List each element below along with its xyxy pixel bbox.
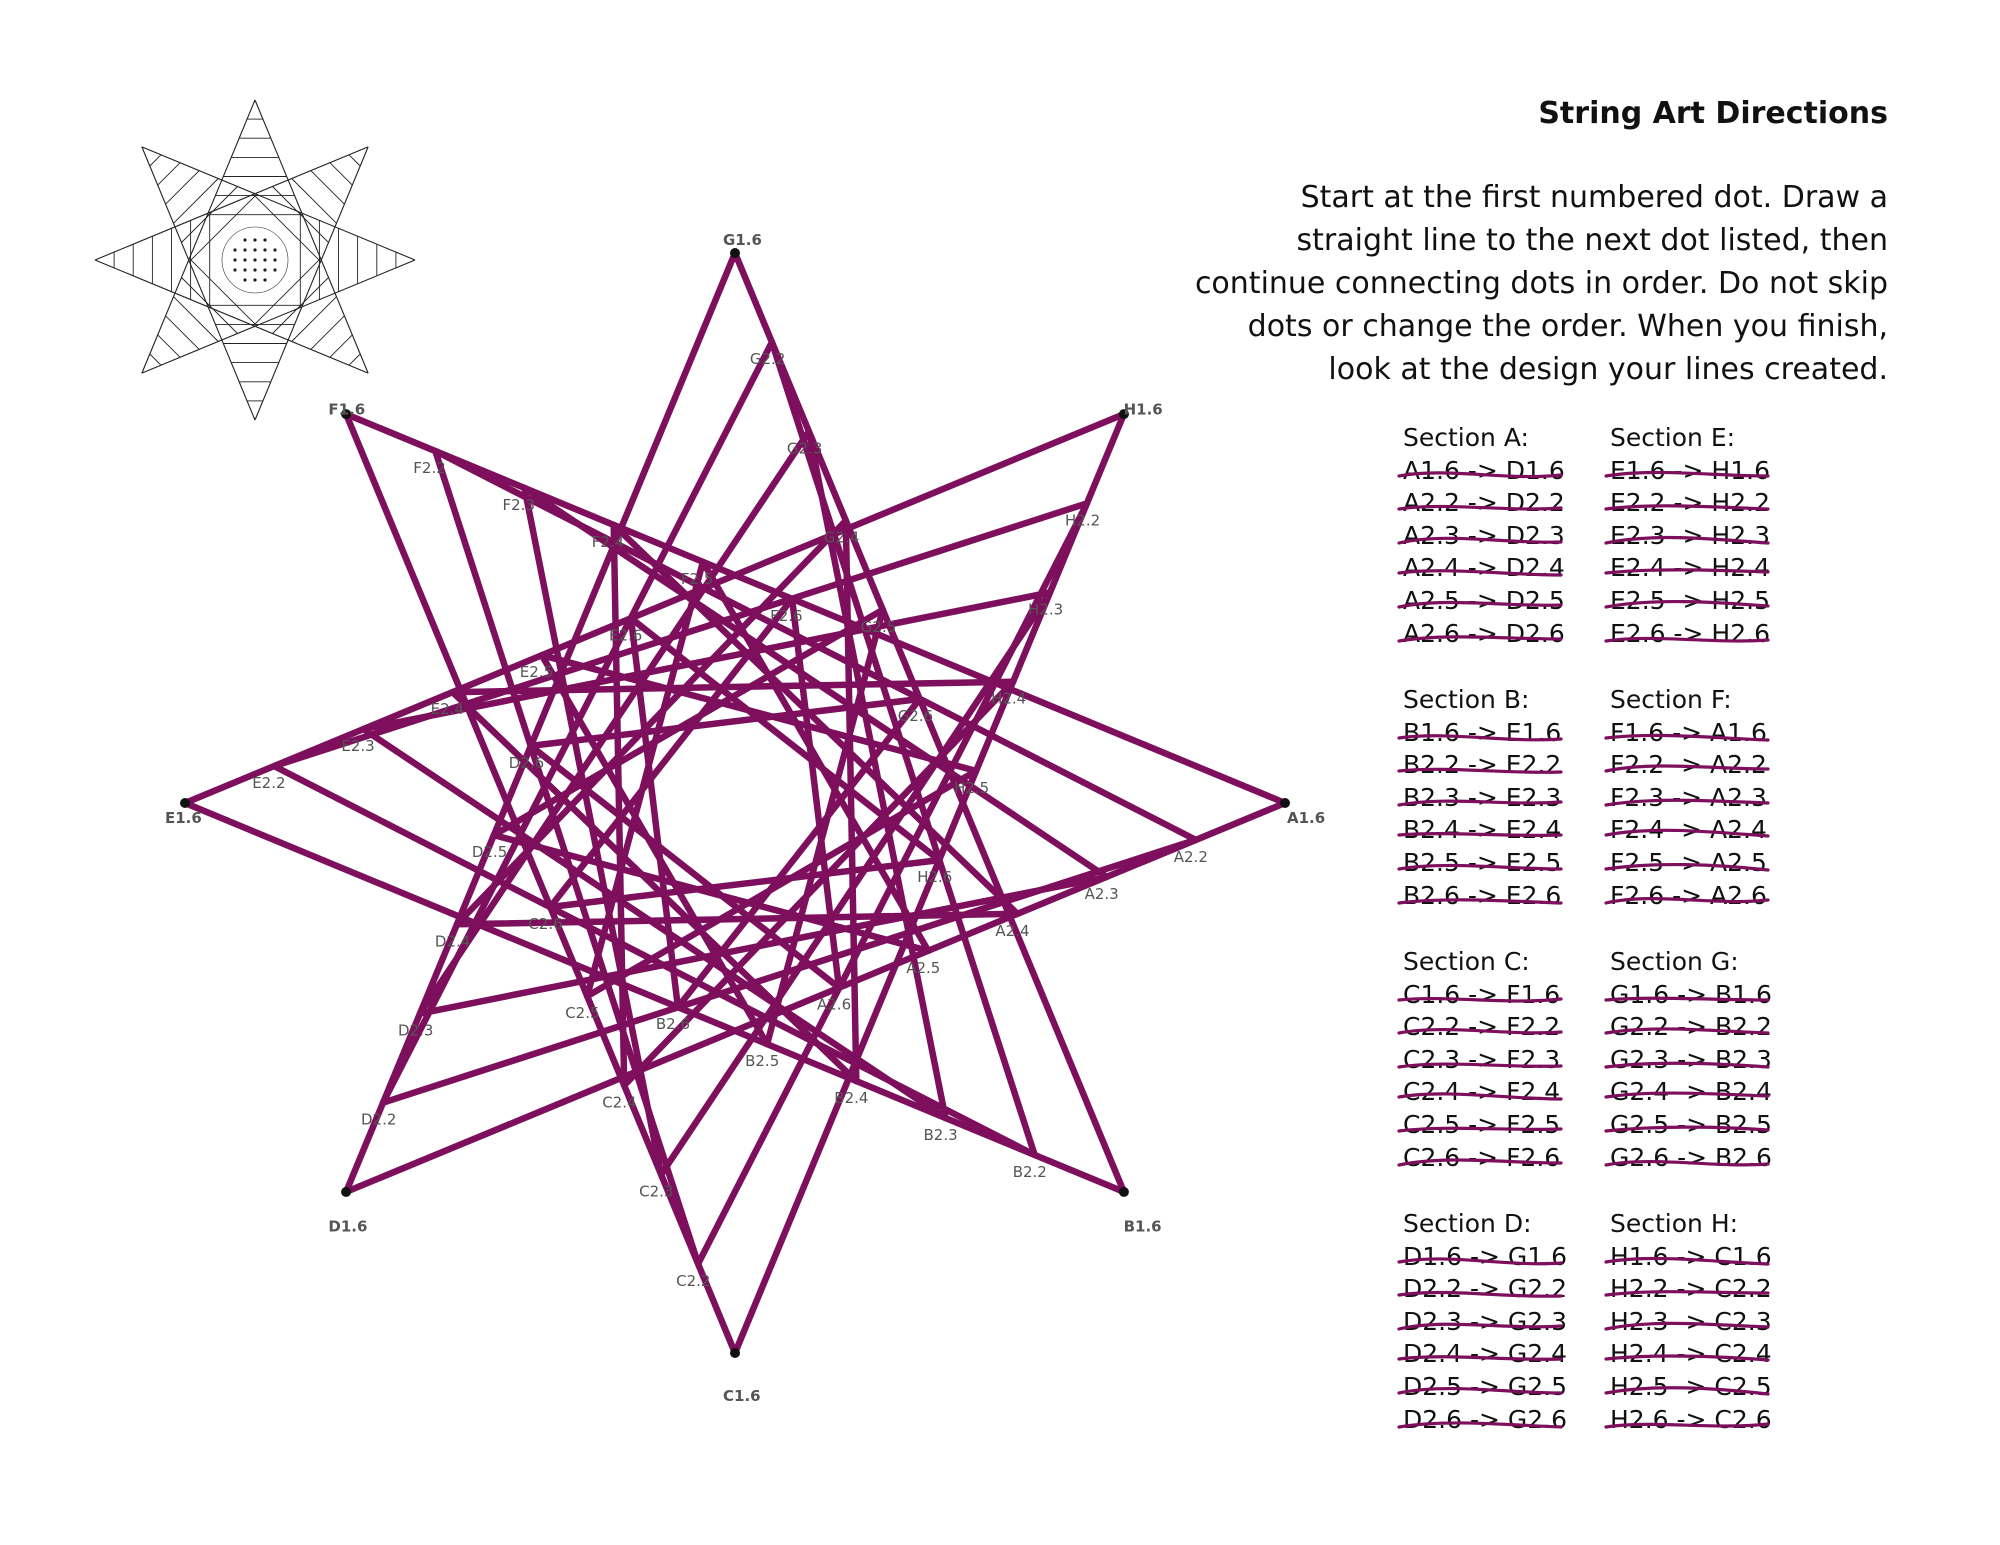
direction-text: C2.3 -> F2.3 bbox=[1403, 1044, 1561, 1074]
inner-dot-label: G2.4 bbox=[823, 528, 860, 547]
direction-line bbox=[1403, 618, 1603, 651]
instructions-line: straight line to the next dot listed, then bbox=[1296, 223, 1888, 258]
direction-line bbox=[1610, 552, 1810, 585]
thumbnail-line bbox=[158, 163, 180, 185]
outer-dot-label: C1.6 bbox=[723, 1387, 761, 1405]
direction-line bbox=[1403, 717, 1603, 750]
inner-dot-label: H2.5 bbox=[954, 778, 990, 797]
direction-line bbox=[1403, 1404, 1603, 1437]
direction-line bbox=[1403, 520, 1603, 553]
thumbnail-dot bbox=[263, 248, 266, 251]
outer-dot-label: E1.6 bbox=[165, 809, 202, 827]
direction-line bbox=[1610, 1044, 1810, 1077]
inner-dot-label: E2.2 bbox=[252, 774, 286, 793]
thumbnail-dot bbox=[263, 238, 266, 241]
inner-dot-label: D2.5 bbox=[471, 843, 508, 862]
direction-text: F2.3 -> A2.3 bbox=[1610, 782, 1767, 812]
direction-line bbox=[1403, 880, 1603, 913]
thumbnail-dot bbox=[243, 248, 246, 251]
inner-dot-label: B2.6 bbox=[655, 1015, 691, 1034]
thumbnail-line bbox=[174, 179, 219, 224]
direction-text: G2.6 -> B2.6 bbox=[1610, 1142, 1772, 1172]
direction-text: C2.6 -> F2.6 bbox=[1403, 1142, 1561, 1172]
direction-text: E1.6 -> H1.6 bbox=[1610, 455, 1770, 485]
direction-line bbox=[1610, 880, 1810, 913]
section-block bbox=[1610, 1208, 1810, 1436]
thumbnail-dot bbox=[243, 258, 246, 261]
thumbnail-dot bbox=[273, 248, 276, 251]
direction-text: C2.5 -> F2.5 bbox=[1403, 1109, 1561, 1139]
section-block bbox=[1403, 946, 1603, 1174]
direction-text: D1.6 -> G1.6 bbox=[1403, 1241, 1568, 1271]
direction-line bbox=[1403, 1076, 1603, 1109]
direction-text: H2.6 -> C2.6 bbox=[1610, 1404, 1772, 1434]
thumbnail-dot bbox=[263, 258, 266, 261]
direction-line bbox=[1610, 814, 1810, 847]
inner-dot-label: B2.3 bbox=[923, 1126, 958, 1144]
direction-line bbox=[1610, 1142, 1810, 1175]
inner-dot-label: D2.4 bbox=[434, 932, 471, 951]
direction-text: F2.5 -> A2.5 bbox=[1610, 847, 1767, 877]
inner-dot-label: A2.5 bbox=[906, 958, 941, 977]
direction-text: A2.6 -> D2.6 bbox=[1403, 618, 1565, 648]
outer-dot-label: G1.6 bbox=[723, 231, 762, 249]
section-title: Section H: bbox=[1610, 1209, 1739, 1238]
instructions-line: Start at the first numbered dot. Draw a bbox=[1300, 180, 1888, 215]
direction-text: G2.2 -> B2.2 bbox=[1610, 1012, 1772, 1042]
direction-line bbox=[1610, 487, 1810, 520]
instructions-line: look at the design your lines created. bbox=[1328, 352, 1888, 387]
direction-line bbox=[1610, 749, 1810, 782]
direction-line bbox=[1403, 1109, 1603, 1142]
string-line bbox=[678, 699, 920, 1007]
inner-dot-label: F2.6 bbox=[770, 606, 803, 625]
direction-text: H2.2 -> C2.2 bbox=[1610, 1274, 1772, 1304]
direction-line bbox=[1403, 847, 1603, 880]
inner-dot-label: A2.3 bbox=[1084, 884, 1119, 903]
outer-dot-label: D1.6 bbox=[328, 1217, 368, 1236]
direction-text: F1.6 -> A1.6 bbox=[1610, 717, 1767, 747]
instructions-line: continue connecting dots in order. Do not skip bbox=[1194, 266, 1888, 301]
direction-text: B2.4 -> E2.4 bbox=[1403, 815, 1562, 845]
direction-text: A2.3 -> D2.3 bbox=[1403, 520, 1565, 550]
direction-line bbox=[1403, 552, 1603, 585]
inner-dot-label: C2.3 bbox=[639, 1182, 674, 1201]
inner-dot-label: D2.3 bbox=[398, 1021, 434, 1040]
thumbnail-dot bbox=[253, 238, 256, 241]
inner-dot-label: G2.6 bbox=[897, 707, 934, 725]
inner-dot-label: B2.2 bbox=[1012, 1163, 1047, 1181]
direction-line bbox=[1610, 1241, 1810, 1274]
thumbnail-dot bbox=[243, 238, 246, 241]
inner-dot-label: A2.6 bbox=[817, 995, 852, 1014]
section-block bbox=[1403, 1208, 1603, 1436]
direction-line bbox=[1610, 782, 1810, 815]
direction-text: B1.6 -> E1.6 bbox=[1403, 717, 1562, 747]
direction-line bbox=[1403, 1338, 1603, 1371]
inner-dot-label: H2.3 bbox=[1028, 600, 1064, 619]
inner-dot-label: D2.6 bbox=[508, 753, 545, 772]
thumbnail-line bbox=[150, 155, 161, 166]
inner-dot-label: G2.5 bbox=[860, 617, 897, 636]
section-title: Section C: bbox=[1403, 947, 1530, 976]
instructions-paragraph bbox=[1128, 176, 1888, 391]
direction-text: B2.5 -> E2.5 bbox=[1403, 847, 1562, 877]
direction-text: F2.2 -> A2.2 bbox=[1610, 750, 1767, 780]
direction-line bbox=[1610, 1109, 1810, 1142]
string-art-diagram bbox=[165, 231, 1335, 1415]
direction-line bbox=[1403, 749, 1603, 782]
direction-line bbox=[1403, 782, 1603, 815]
inner-dot-label: E2.5 bbox=[519, 663, 554, 682]
direction-text: H2.3 -> C2.3 bbox=[1610, 1306, 1772, 1336]
string-line bbox=[550, 599, 792, 907]
direction-line bbox=[1403, 585, 1603, 618]
section-title: Section D: bbox=[1403, 1209, 1532, 1238]
direction-text: D2.6 -> G2.6 bbox=[1403, 1404, 1568, 1434]
outer-dot bbox=[730, 248, 740, 258]
outer-dot bbox=[180, 798, 190, 808]
thumbnail-line bbox=[166, 171, 200, 205]
inner-dot-label: F2.4 bbox=[591, 532, 625, 551]
section-title: Section F: bbox=[1610, 685, 1732, 714]
sections-grid bbox=[1403, 422, 1823, 1452]
inner-dot-label: F2.3 bbox=[502, 496, 535, 514]
outer-dot-label: F1.6 bbox=[328, 400, 366, 419]
inner-dot-label: B2.5 bbox=[745, 1052, 780, 1071]
inner-dot-label: D2.2 bbox=[361, 1110, 397, 1129]
inner-dot-label: C2.6 bbox=[528, 915, 563, 933]
direction-text: D2.3 -> G2.3 bbox=[1403, 1306, 1568, 1336]
direction-text: A2.4 -> D2.4 bbox=[1403, 553, 1565, 583]
thumbnail-line bbox=[349, 155, 360, 166]
direction-line bbox=[1403, 455, 1603, 488]
inner-dot-label: A2.2 bbox=[1173, 847, 1208, 866]
direction-line bbox=[1610, 1371, 1810, 1404]
direction-text: E2.2 -> H2.2 bbox=[1610, 488, 1770, 518]
instructions-line: dots or change the order. When you finish, bbox=[1247, 309, 1888, 344]
direction-text: E2.4 -> H2.4 bbox=[1610, 553, 1770, 583]
inner-dot-label: G2.2 bbox=[749, 350, 786, 369]
section-block bbox=[1610, 422, 1810, 650]
inner-dot-label: F2.5 bbox=[680, 569, 714, 588]
direction-line bbox=[1403, 1273, 1603, 1306]
direction-line bbox=[1610, 1011, 1810, 1044]
direction-text: H2.4 -> C2.4 bbox=[1610, 1339, 1772, 1369]
direction-line bbox=[1403, 814, 1603, 847]
direction-line bbox=[1403, 1241, 1603, 1274]
direction-text: E2.6 -> H2.6 bbox=[1610, 618, 1770, 648]
section-title: Section G: bbox=[1610, 947, 1739, 976]
direction-line bbox=[1403, 1142, 1603, 1175]
inner-dot-label: E2.6 bbox=[609, 626, 643, 645]
direction-line bbox=[1403, 1306, 1603, 1339]
thumbnail-dot bbox=[233, 248, 236, 251]
section-block bbox=[1610, 946, 1810, 1174]
direction-line bbox=[1610, 979, 1810, 1012]
direction-text: E2.5 -> H2.5 bbox=[1610, 585, 1770, 615]
outer-dot bbox=[730, 1348, 740, 1358]
direction-line bbox=[1610, 1273, 1810, 1306]
inner-dot-label: B2.4 bbox=[834, 1089, 869, 1108]
thumbnail-dot bbox=[273, 258, 276, 261]
inner-dot-label: G2.3 bbox=[786, 439, 823, 458]
inner-dot-label: H2.6 bbox=[917, 868, 953, 887]
direction-line bbox=[1610, 717, 1810, 750]
inner-dot-label: F2.2 bbox=[413, 459, 446, 477]
section-block bbox=[1403, 684, 1603, 912]
inner-dot-label: H2.2 bbox=[1065, 511, 1101, 530]
direction-text: C2.4 -> F2.4 bbox=[1403, 1077, 1561, 1107]
direction-text: D2.2 -> G2.2 bbox=[1403, 1274, 1568, 1304]
outer-dot bbox=[341, 1187, 351, 1197]
direction-line bbox=[1610, 1404, 1810, 1437]
direction-text: D2.4 -> G2.4 bbox=[1403, 1339, 1568, 1369]
section-title: Section A: bbox=[1403, 423, 1529, 452]
direction-text: A1.6 -> D1.6 bbox=[1403, 455, 1565, 485]
direction-line bbox=[1610, 520, 1810, 553]
thumbnail-dot bbox=[253, 248, 256, 251]
section-block bbox=[1403, 422, 1603, 650]
thumbnail-dot bbox=[233, 258, 236, 261]
direction-text: E2.3 -> H2.3 bbox=[1610, 520, 1770, 550]
direction-line bbox=[1610, 1076, 1810, 1109]
outer-dot-label: A1.6 bbox=[1287, 809, 1326, 827]
thumbnail-line bbox=[311, 171, 345, 205]
direction-line bbox=[1403, 487, 1603, 520]
direction-text: G2.4 -> B2.4 bbox=[1610, 1077, 1772, 1107]
direction-text: C2.2 -> F2.2 bbox=[1403, 1012, 1561, 1042]
thumbnail-line bbox=[330, 163, 352, 185]
direction-line bbox=[1610, 618, 1810, 651]
direction-line bbox=[1403, 979, 1603, 1012]
outer-dot-label: B1.6 bbox=[1123, 1217, 1162, 1236]
thumbnail-line bbox=[292, 179, 337, 224]
direction-line bbox=[1403, 1044, 1603, 1077]
inner-dot-label: C2.5 bbox=[565, 1004, 600, 1023]
direction-text: H1.6 -> C1.6 bbox=[1610, 1241, 1772, 1271]
direction-text: G1.6 -> B1.6 bbox=[1610, 979, 1772, 1009]
direction-text: B2.2 -> E2.2 bbox=[1403, 750, 1562, 780]
thumbnail-edge bbox=[95, 147, 368, 260]
inner-dot-label: C2.2 bbox=[676, 1271, 711, 1290]
direction-text: A2.2 -> D2.2 bbox=[1403, 488, 1565, 518]
direction-text: D2.5 -> G2.5 bbox=[1403, 1371, 1568, 1401]
direction-line bbox=[1610, 1338, 1810, 1371]
direction-text: C1.6 -> F1.6 bbox=[1403, 979, 1561, 1009]
direction-text: A2.5 -> D2.5 bbox=[1403, 585, 1565, 615]
thumbnail-dot bbox=[253, 258, 256, 261]
section-title: Section E: bbox=[1610, 423, 1736, 452]
inner-dot-label: H2.4 bbox=[991, 689, 1027, 708]
inner-dot-label: E2.3 bbox=[341, 737, 375, 756]
inner-dot-label: C2.4 bbox=[602, 1093, 637, 1112]
direction-text: G2.5 -> B2.5 bbox=[1610, 1109, 1772, 1139]
direction-text: H2.5 -> C2.5 bbox=[1610, 1371, 1772, 1401]
direction-line bbox=[1403, 1371, 1603, 1404]
direction-text: B2.6 -> E2.6 bbox=[1403, 880, 1562, 910]
section-title: Section B: bbox=[1403, 685, 1530, 714]
direction-line bbox=[1610, 1306, 1810, 1339]
inner-dot-label: A2.4 bbox=[995, 921, 1030, 940]
direction-line bbox=[1610, 455, 1810, 488]
outer-dot bbox=[1280, 798, 1290, 808]
thumbnail-edge bbox=[142, 147, 415, 260]
page-title: String Art Directions bbox=[1538, 96, 1888, 131]
outer-dot-label: H1.6 bbox=[1123, 400, 1163, 419]
direction-line bbox=[1610, 585, 1810, 618]
direction-text: F2.4 -> A2.4 bbox=[1610, 815, 1767, 845]
direction-line bbox=[1403, 1011, 1603, 1044]
direction-text: F2.6 -> A2.6 bbox=[1610, 880, 1767, 910]
thumbnail-line bbox=[150, 354, 161, 365]
direction-text: B2.3 -> E2.3 bbox=[1403, 782, 1562, 812]
direction-text: G2.3 -> B2.3 bbox=[1610, 1044, 1772, 1074]
outer-dot bbox=[1119, 1187, 1129, 1197]
section-block bbox=[1610, 684, 1810, 912]
inner-dot-label: E2.4 bbox=[430, 700, 464, 719]
direction-line bbox=[1610, 847, 1810, 880]
